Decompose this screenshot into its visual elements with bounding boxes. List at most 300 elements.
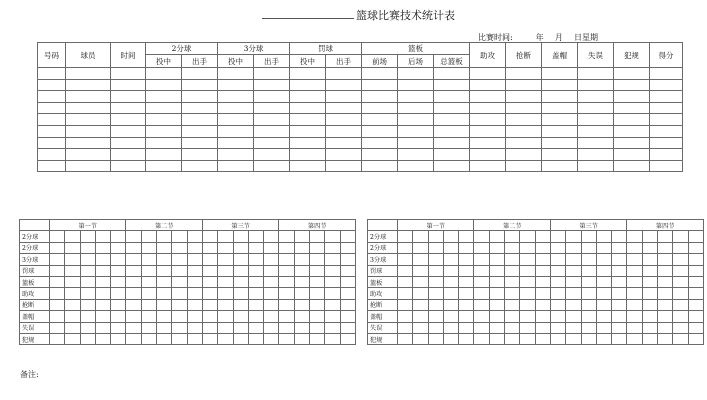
stats-cell[interactable]: [182, 79, 218, 91]
tally-cell[interactable]: [428, 322, 443, 333]
tally-cell[interactable]: [95, 242, 110, 253]
tally-cell[interactable]: [596, 311, 611, 322]
tally-cell[interactable]: [50, 242, 65, 253]
tally-cell[interactable]: [65, 265, 80, 276]
tally-cell[interactable]: [596, 231, 611, 242]
stats-cell[interactable]: [290, 114, 326, 126]
tally-cell[interactable]: [428, 299, 443, 310]
tally-cell[interactable]: [505, 299, 520, 310]
tally-cell[interactable]: [264, 333, 279, 344]
stats-cell[interactable]: [650, 91, 683, 103]
stats-cell[interactable]: [542, 160, 578, 172]
tally-cell[interactable]: [474, 276, 489, 287]
tally-cell[interactable]: [459, 299, 474, 310]
tally-cell[interactable]: [612, 242, 627, 253]
tally-cell[interactable]: [581, 242, 596, 253]
stats-cell[interactable]: [111, 68, 146, 80]
tally-cell[interactable]: [172, 254, 187, 265]
tally-cell[interactable]: [535, 333, 550, 344]
stats-cell[interactable]: [254, 137, 290, 149]
tally-cell[interactable]: [310, 242, 325, 253]
stats-cell[interactable]: [290, 102, 326, 114]
tally-cell[interactable]: [505, 242, 520, 253]
tally-cell[interactable]: [688, 311, 703, 322]
tally-cell[interactable]: [489, 333, 504, 344]
tally-cell[interactable]: [248, 322, 263, 333]
tally-cell[interactable]: [340, 333, 355, 344]
tally-cell[interactable]: [325, 288, 340, 299]
tally-cell[interactable]: [325, 311, 340, 322]
tally-cell[interactable]: [279, 333, 294, 344]
tally-cell[interactable]: [80, 242, 95, 253]
tally-cell[interactable]: [172, 311, 187, 322]
stats-cell[interactable]: [146, 149, 182, 161]
stats-cell[interactable]: [542, 102, 578, 114]
stats-cell[interactable]: [182, 160, 218, 172]
tally-cell[interactable]: [279, 288, 294, 299]
stats-cell[interactable]: [614, 137, 650, 149]
tally-cell[interactable]: [398, 288, 413, 299]
tally-cell[interactable]: [294, 288, 309, 299]
stats-cell[interactable]: [470, 102, 506, 114]
tally-cell[interactable]: [95, 276, 110, 287]
tally-cell[interactable]: [673, 265, 688, 276]
tally-cell[interactable]: [172, 265, 187, 276]
stats-cell[interactable]: [218, 137, 254, 149]
tally-cell[interactable]: [612, 311, 627, 322]
stats-cell[interactable]: [434, 91, 470, 103]
stats-cell[interactable]: [434, 79, 470, 91]
tally-cell[interactable]: [489, 242, 504, 253]
tally-cell[interactable]: [642, 299, 657, 310]
stats-cell[interactable]: [434, 137, 470, 149]
stats-cell[interactable]: [614, 160, 650, 172]
tally-cell[interactable]: [294, 254, 309, 265]
stats-cell[interactable]: [38, 160, 66, 172]
tally-cell[interactable]: [50, 231, 65, 242]
stats-cell[interactable]: [362, 102, 398, 114]
stats-cell[interactable]: [398, 79, 434, 91]
stats-cell[interactable]: [111, 114, 146, 126]
stats-cell[interactable]: [66, 160, 111, 172]
stats-cell[interactable]: [146, 68, 182, 80]
stats-cell[interactable]: [650, 125, 683, 137]
tally-cell[interactable]: [658, 299, 673, 310]
tally-cell[interactable]: [642, 276, 657, 287]
stats-cell[interactable]: [218, 149, 254, 161]
stats-cell[interactable]: [182, 114, 218, 126]
tally-cell[interactable]: [474, 299, 489, 310]
tally-cell[interactable]: [581, 311, 596, 322]
tally-cell[interactable]: [157, 333, 172, 344]
tally-cell[interactable]: [520, 254, 535, 265]
stats-cell[interactable]: [470, 137, 506, 149]
tally-cell[interactable]: [428, 311, 443, 322]
stats-cell[interactable]: [290, 79, 326, 91]
stats-cell[interactable]: [362, 137, 398, 149]
tally-cell[interactable]: [398, 322, 413, 333]
tally-cell[interactable]: [248, 288, 263, 299]
tally-cell[interactable]: [489, 288, 504, 299]
tally-cell[interactable]: [187, 288, 202, 299]
tally-cell[interactable]: [520, 299, 535, 310]
tally-cell[interactable]: [340, 254, 355, 265]
tally-cell[interactable]: [673, 299, 688, 310]
tally-cell[interactable]: [126, 254, 141, 265]
tally-cell[interactable]: [413, 231, 428, 242]
stats-cell[interactable]: [506, 91, 542, 103]
stats-cell[interactable]: [614, 79, 650, 91]
tally-cell[interactable]: [535, 231, 550, 242]
tally-cell[interactable]: [264, 299, 279, 310]
tally-cell[interactable]: [80, 322, 95, 333]
tally-cell[interactable]: [248, 265, 263, 276]
tally-cell[interactable]: [566, 299, 581, 310]
tally-cell[interactable]: [535, 322, 550, 333]
tally-cell[interactable]: [459, 311, 474, 322]
stats-cell[interactable]: [111, 160, 146, 172]
tally-cell[interactable]: [658, 242, 673, 253]
tally-cell[interactable]: [489, 231, 504, 242]
tally-cell[interactable]: [550, 322, 565, 333]
stats-cell[interactable]: [38, 114, 66, 126]
stats-cell[interactable]: [218, 125, 254, 137]
tally-cell[interactable]: [279, 265, 294, 276]
tally-cell[interactable]: [157, 322, 172, 333]
tally-cell[interactable]: [627, 242, 642, 253]
stats-cell[interactable]: [578, 160, 614, 172]
tally-cell[interactable]: [65, 254, 80, 265]
tally-cell[interactable]: [310, 311, 325, 322]
tally-cell[interactable]: [658, 254, 673, 265]
tally-cell[interactable]: [141, 311, 156, 322]
tally-cell[interactable]: [65, 333, 80, 344]
tally-cell[interactable]: [428, 276, 443, 287]
tally-cell[interactable]: [642, 265, 657, 276]
stats-cell[interactable]: [38, 68, 66, 80]
tally-cell[interactable]: [398, 276, 413, 287]
stats-cell[interactable]: [398, 91, 434, 103]
tally-cell[interactable]: [443, 322, 458, 333]
tally-cell[interactable]: [612, 254, 627, 265]
tally-cell[interactable]: [612, 288, 627, 299]
tally-cell[interactable]: [474, 333, 489, 344]
tally-cell[interactable]: [550, 311, 565, 322]
tally-cell[interactable]: [550, 242, 565, 253]
stats-cell[interactable]: [254, 91, 290, 103]
tally-cell[interactable]: [264, 288, 279, 299]
tally-cell[interactable]: [233, 311, 248, 322]
stats-cell[interactable]: [326, 79, 362, 91]
tally-cell[interactable]: [581, 299, 596, 310]
tally-cell[interactable]: [126, 276, 141, 287]
tally-cell[interactable]: [459, 322, 474, 333]
stats-cell[interactable]: [362, 68, 398, 80]
tally-cell[interactable]: [340, 299, 355, 310]
tally-cell[interactable]: [187, 231, 202, 242]
tally-cell[interactable]: [187, 242, 202, 253]
tally-cell[interactable]: [443, 231, 458, 242]
stats-cell[interactable]: [578, 114, 614, 126]
tally-cell[interactable]: [310, 254, 325, 265]
stats-cell[interactable]: [578, 68, 614, 80]
tally-cell[interactable]: [65, 299, 80, 310]
tally-cell[interactable]: [566, 276, 581, 287]
stats-cell[interactable]: [146, 125, 182, 137]
tally-cell[interactable]: [642, 333, 657, 344]
tally-cell[interactable]: [505, 288, 520, 299]
stats-cell[interactable]: [290, 91, 326, 103]
tally-cell[interactable]: [581, 333, 596, 344]
tally-cell[interactable]: [642, 311, 657, 322]
tally-cell[interactable]: [596, 276, 611, 287]
tally-cell[interactable]: [474, 242, 489, 253]
stats-cell[interactable]: [290, 160, 326, 172]
tally-cell[interactable]: [505, 265, 520, 276]
tally-cell[interactable]: [596, 242, 611, 253]
tally-cell[interactable]: [141, 322, 156, 333]
stats-cell[interactable]: [218, 102, 254, 114]
stats-cell[interactable]: [326, 149, 362, 161]
tally-cell[interactable]: [126, 311, 141, 322]
tally-cell[interactable]: [688, 288, 703, 299]
tally-cell[interactable]: [325, 276, 340, 287]
tally-cell[interactable]: [126, 231, 141, 242]
stats-cell[interactable]: [66, 102, 111, 114]
tally-cell[interactable]: [398, 299, 413, 310]
tally-cell[interactable]: [535, 242, 550, 253]
tally-cell[interactable]: [658, 231, 673, 242]
tally-cell[interactable]: [157, 311, 172, 322]
stats-cell[interactable]: [650, 79, 683, 91]
tally-cell[interactable]: [202, 288, 217, 299]
tally-cell[interactable]: [535, 265, 550, 276]
stats-cell[interactable]: [362, 91, 398, 103]
stats-cell[interactable]: [326, 137, 362, 149]
stats-cell[interactable]: [506, 149, 542, 161]
tally-cell[interactable]: [658, 322, 673, 333]
tally-cell[interactable]: [233, 254, 248, 265]
stats-cell[interactable]: [398, 137, 434, 149]
tally-cell[interactable]: [80, 265, 95, 276]
tally-cell[interactable]: [474, 254, 489, 265]
tally-cell[interactable]: [413, 322, 428, 333]
tally-cell[interactable]: [50, 288, 65, 299]
tally-cell[interactable]: [627, 276, 642, 287]
stats-cell[interactable]: [326, 125, 362, 137]
stats-cell[interactable]: [326, 160, 362, 172]
tally-cell[interactable]: [566, 322, 581, 333]
stats-cell[interactable]: [38, 125, 66, 137]
stats-cell[interactable]: [506, 68, 542, 80]
tally-cell[interactable]: [688, 322, 703, 333]
stats-cell[interactable]: [38, 79, 66, 91]
tally-cell[interactable]: [566, 311, 581, 322]
tally-cell[interactable]: [187, 322, 202, 333]
stats-cell[interactable]: [542, 125, 578, 137]
stats-cell[interactable]: [111, 91, 146, 103]
tally-cell[interactable]: [596, 254, 611, 265]
tally-cell[interactable]: [65, 322, 80, 333]
tally-cell[interactable]: [596, 322, 611, 333]
tally-cell[interactable]: [428, 231, 443, 242]
stats-cell[interactable]: [362, 114, 398, 126]
stats-cell[interactable]: [182, 137, 218, 149]
tally-cell[interactable]: [596, 265, 611, 276]
tally-cell[interactable]: [596, 299, 611, 310]
tally-cell[interactable]: [566, 254, 581, 265]
tally-cell[interactable]: [413, 276, 428, 287]
stats-cell[interactable]: [290, 149, 326, 161]
tally-cell[interactable]: [294, 265, 309, 276]
tally-cell[interactable]: [264, 254, 279, 265]
stats-cell[interactable]: [398, 125, 434, 137]
tally-cell[interactable]: [428, 254, 443, 265]
tally-cell[interactable]: [398, 254, 413, 265]
tally-cell[interactable]: [248, 276, 263, 287]
stats-cell[interactable]: [218, 114, 254, 126]
tally-cell[interactable]: [111, 242, 126, 253]
stats-cell[interactable]: [66, 68, 111, 80]
tally-cell[interactable]: [218, 333, 233, 344]
stats-cell[interactable]: [146, 79, 182, 91]
tally-cell[interactable]: [520, 322, 535, 333]
tally-cell[interactable]: [187, 276, 202, 287]
tally-cell[interactable]: [443, 242, 458, 253]
tally-cell[interactable]: [141, 242, 156, 253]
tally-cell[interactable]: [658, 276, 673, 287]
stats-cell[interactable]: [38, 149, 66, 161]
tally-cell[interactable]: [550, 288, 565, 299]
tally-cell[interactable]: [581, 322, 596, 333]
tally-cell[interactable]: [566, 265, 581, 276]
tally-cell[interactable]: [340, 242, 355, 253]
stats-cell[interactable]: [254, 102, 290, 114]
tally-cell[interactable]: [413, 311, 428, 322]
stats-cell[interactable]: [542, 68, 578, 80]
tally-cell[interactable]: [264, 276, 279, 287]
tally-cell[interactable]: [340, 322, 355, 333]
stats-cell[interactable]: [506, 114, 542, 126]
stats-cell[interactable]: [614, 102, 650, 114]
tally-cell[interactable]: [218, 299, 233, 310]
tally-cell[interactable]: [612, 322, 627, 333]
stats-cell[interactable]: [146, 160, 182, 172]
tally-cell[interactable]: [428, 265, 443, 276]
tally-cell[interactable]: [126, 288, 141, 299]
tally-cell[interactable]: [413, 288, 428, 299]
tally-cell[interactable]: [459, 242, 474, 253]
tally-cell[interactable]: [202, 265, 217, 276]
tally-cell[interactable]: [535, 311, 550, 322]
stats-cell[interactable]: [111, 102, 146, 114]
tally-cell[interactable]: [264, 311, 279, 322]
stats-cell[interactable]: [506, 160, 542, 172]
stats-cell[interactable]: [290, 125, 326, 137]
tally-cell[interactable]: [172, 288, 187, 299]
tally-cell[interactable]: [612, 276, 627, 287]
tally-cell[interactable]: [141, 276, 156, 287]
stats-cell[interactable]: [506, 125, 542, 137]
stats-cell[interactable]: [578, 79, 614, 91]
stats-cell[interactable]: [254, 79, 290, 91]
tally-cell[interactable]: [627, 311, 642, 322]
tally-cell[interactable]: [340, 311, 355, 322]
tally-cell[interactable]: [157, 276, 172, 287]
tally-cell[interactable]: [218, 322, 233, 333]
tally-cell[interactable]: [459, 231, 474, 242]
stats-cell[interactable]: [578, 102, 614, 114]
tally-cell[interactable]: [325, 242, 340, 253]
stats-cell[interactable]: [362, 79, 398, 91]
stats-cell[interactable]: [111, 79, 146, 91]
tally-cell[interactable]: [688, 254, 703, 265]
tally-cell[interactable]: [505, 322, 520, 333]
stats-cell[interactable]: [182, 149, 218, 161]
tally-cell[interactable]: [673, 322, 688, 333]
tally-cell[interactable]: [688, 299, 703, 310]
tally-cell[interactable]: [673, 311, 688, 322]
stats-cell[interactable]: [650, 160, 683, 172]
stats-cell[interactable]: [470, 91, 506, 103]
tally-cell[interactable]: [202, 322, 217, 333]
tally-cell[interactable]: [535, 299, 550, 310]
stats-cell[interactable]: [146, 114, 182, 126]
tally-cell[interactable]: [489, 254, 504, 265]
stats-cell[interactable]: [578, 91, 614, 103]
tally-cell[interactable]: [627, 333, 642, 344]
stats-cell[interactable]: [38, 102, 66, 114]
tally-cell[interactable]: [596, 333, 611, 344]
tally-cell[interactable]: [581, 276, 596, 287]
tally-cell[interactable]: [95, 299, 110, 310]
tally-cell[interactable]: [398, 231, 413, 242]
tally-cell[interactable]: [520, 311, 535, 322]
tally-cell[interactable]: [627, 322, 642, 333]
tally-cell[interactable]: [248, 254, 263, 265]
tally-cell[interactable]: [310, 299, 325, 310]
tally-cell[interactable]: [141, 288, 156, 299]
stats-cell[interactable]: [218, 79, 254, 91]
tally-cell[interactable]: [673, 231, 688, 242]
tally-cell[interactable]: [688, 333, 703, 344]
tally-cell[interactable]: [673, 276, 688, 287]
tally-cell[interactable]: [233, 288, 248, 299]
tally-cell[interactable]: [459, 254, 474, 265]
stats-cell[interactable]: [398, 102, 434, 114]
tally-cell[interactable]: [428, 333, 443, 344]
tally-cell[interactable]: [489, 299, 504, 310]
tally-cell[interactable]: [612, 333, 627, 344]
tally-cell[interactable]: [248, 231, 263, 242]
tally-cell[interactable]: [581, 265, 596, 276]
tally-cell[interactable]: [294, 299, 309, 310]
stats-cell[interactable]: [66, 149, 111, 161]
stats-cell[interactable]: [614, 68, 650, 80]
tally-cell[interactable]: [505, 231, 520, 242]
tally-cell[interactable]: [489, 311, 504, 322]
tally-cell[interactable]: [187, 333, 202, 344]
stats-cell[interactable]: [506, 79, 542, 91]
stats-cell[interactable]: [398, 68, 434, 80]
tally-cell[interactable]: [248, 311, 263, 322]
tally-cell[interactable]: [294, 276, 309, 287]
tally-cell[interactable]: [658, 311, 673, 322]
tally-cell[interactable]: [157, 299, 172, 310]
stats-cell[interactable]: [542, 149, 578, 161]
tally-cell[interactable]: [50, 265, 65, 276]
tally-cell[interactable]: [141, 231, 156, 242]
